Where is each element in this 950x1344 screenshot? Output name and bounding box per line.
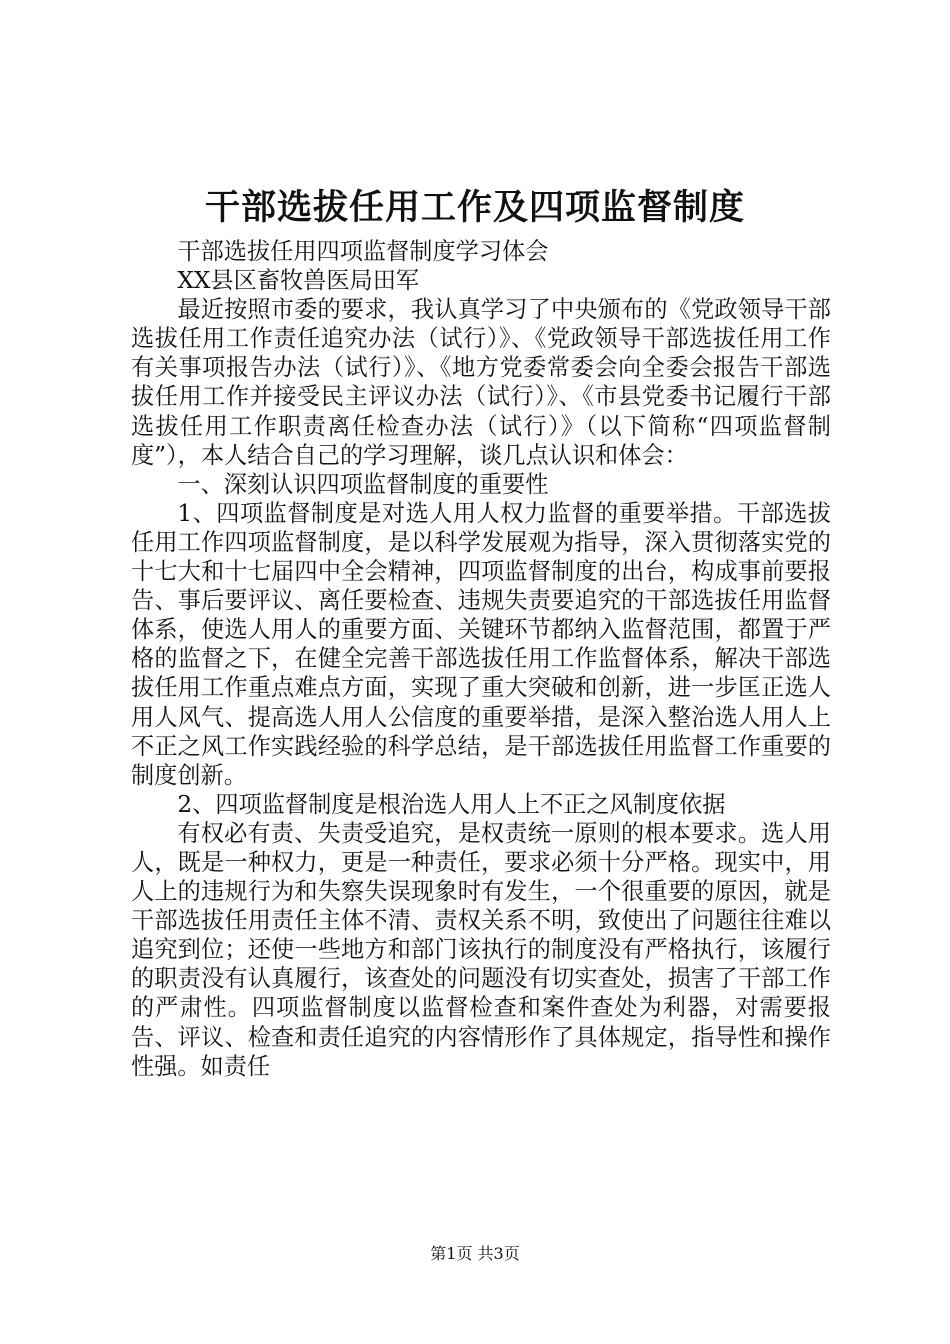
- subtitle-paragraph: 干部选拔任用四项监督制度学习体会: [177, 238, 549, 265]
- point-1-paragraph: 1、四项监督制度是对选人用人权力监督的重要举措。干部选拔任用工作四项监督制度，是以科学发展观为指导，深入贯彻落实党的十七大和十七届四中全会精神，四项监督制度的出台，构成事前要报告、事后要评议、离任要检查、违规失责要追究的干部选拔任用监督体系，使选人用人的重要方面、关键环节都纳入监督范围，都置于严格的监督之下，在健全完善干部选拔任用工作监督体系，解决干部选拔任用工作重点难点方面，实现了重大突破和创新，进一步匡正选人用人风气、提高选人用人公信度的重要举措，是深入整治选人用人上不正之风工作实践经验的科学总结，是干部选拔任用监督工作重要的制度创新。: [131, 499, 831, 789]
- section-heading: 一、深刻认识四项监督制度的重要性: [177, 470, 549, 498]
- document-title: 干部选拔任用工作及四项监督制度: [204, 187, 745, 228]
- point-2-heading: 2、四项监督制度是根治选人用人上不正之风制度依据: [177, 790, 726, 818]
- point-2-paragraph: 有权必有责、失责受追究，是权责统一原则的根本要求。选人用人，既是一种权力，更是一种责任，要求必须十分严格。现实中，用人上的违规行为和失察失误现象时有发生，一个很重要的原因，就是干部选拔任用责任主体不清、责权关系不明，致使出了问题往往难以追究到位；还使一些地方和部门该执行的制度没有严格执行，该履行的职责没有认真履行，该查处的问题没有切实查处，损害了干部工作的严肃性。四项监督制度以监督检查和案件查处为利器，对需要报告、评议、检查和责任追究的内容情形作了具体规定，指导性和操作性强。如责任: [131, 819, 831, 1080]
- document-body: [131, 237, 831, 1081]
- intro-paragraph: 最近按照市委的要求，我认真学习了中央颁布的《党政领导干部选拔任用工作责任追究办法（试行）》、《党政领导干部选拔任用工作有关事项报告办法（试行）》、《地方党委常委会向全委会报告干部选拔任用工作并接受民主评议办法（试行）》、《市县党委书记履行干部选拔任用工作职责离任检查办法（试行）》（以下简称“四项监督制度”），本人结合自己的学习理解，谈几点认识和体会：: [131, 296, 831, 469]
- page-footer: 第1页 共3页: [430, 1244, 520, 1263]
- author-paragraph: XX县区畜牧兽医局田军: [177, 267, 420, 295]
